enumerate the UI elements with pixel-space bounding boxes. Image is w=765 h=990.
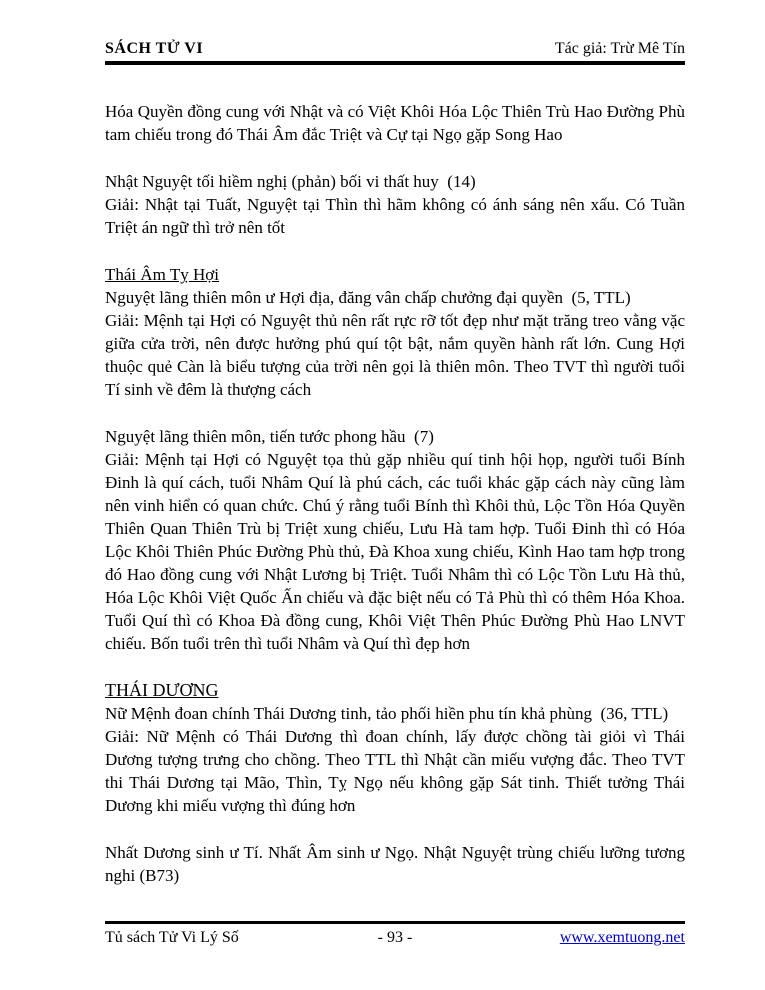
paragraph: Giải: Mệnh tại Hợi có Nguyệt thủ nên rất rực rỡ tốt đẹp như mặt trăng treo vằng vặc giữa cửa trời, nên được hưởng phú quí tột bật, nắm quyền hành rất lớn. Cung Hợi thuộc quẻ Càn là biểu tượng của trời nên gọi là thiên môn. Theo TVT thì người tuổi Tí sinh về đêm là thượng cách (105, 311, 685, 399)
page-number: - 93 - (377, 929, 413, 946)
series-title: Tủ sách Tử Vi Lý Số (105, 929, 239, 946)
paragraph: Nguyệt lãng thiên môn, tiến tước phong hầu (7) (105, 427, 434, 446)
paragraph: Nhật Nguyệt tối hiềm nghị (phản) bối vi thất huy (14) (105, 172, 476, 191)
website-link[interactable]: www.xemtuong.net (559, 929, 685, 946)
page-footer (105, 921, 685, 947)
book-title: SÁCH TỬ VI (105, 40, 204, 57)
paragraph: Nữ Mệnh đoan chính Thái Dương tinh, tảo phối hiền phu tín khả phùng (36, TTL) (105, 704, 669, 723)
paragraph: Giải: Nữ Mệnh có Thái Dương thì đoan chính, lấy được chồng tài giỏi vì Thái Dương tượng trưng cho chồng. Theo TTL thì Nhật cần miếu vượng đắc. Theo TVT thi Thái Dương tại Mão, Thìn, Tỵ Ngọ nếu không gặp Sát tinh. Thiết tưởng Thái Dương khi miếu vượng thì đúng hơn (105, 727, 685, 815)
paragraph: Nhất Dương sinh ư Tí. Nhất Âm sinh ư Ngọ. Nhật Nguyệt trùng chiếu lưỡng tương nghi (B73) (105, 843, 685, 885)
page-body (105, 100, 685, 887)
section-heading-thai-am-ty-hoi: Thái Âm Tỵ Hợi (105, 265, 219, 284)
section-heading-thai-duong: THÁI DƯƠNG (105, 680, 219, 700)
paragraph: Giải: Nhật tại Tuất, Nguyệt tại Thìn thì hãm không có ánh sáng nên xấu. Có Tuần Triệt án ngữ thì trở nên tốt (105, 195, 685, 237)
page-header (105, 40, 685, 65)
paragraph: Nguyệt lãng thiên môn ư Hợi địa, đăng vân chấp chưởng đại quyền (5, TTL) (105, 288, 631, 307)
author-credit: Tác giả: Trừ Mê Tín (554, 40, 685, 57)
paragraph: Giải: Mệnh tại Hợi có Nguyệt tọa thủ gặp nhiều quí tinh hội họp, người tuổi Bính Đinh là quí cách, tuổi Nhâm Quí là phú cách, các tuổi khác gặp cách này cũng làm nên vinh hiển có quan chức. Chú ý rằng tuổi Bính thì Khôi thủ, Lộc Tồn Hóa Quyền Thiên Quan Thiên Trù bị Triệt xung chiếu, Lưu Hà tam hợp. Tuổi Đinh thì có Hóa Lộc Khôi Thiên Phúc Đường Phù thủ, Đà Khoa xung chiếu, Kình Hao tam hợp trong đó Hao đồng cung với Nhật Lương bị Triệt. Tuổi Nhâm thì có Lộc Tồn Lưu Hà thủ, Hóa Lộc Khôi Việt Quốc Ấn chiếu và đặc biệt nếu có Tả Phù thì có thêm Hóa Khoa. Tuổi Quí thì có Khoa Đà đồng cung, Khôi Việt Thên Phúc Đường Phù Hao LNVT chiếu. Bốn tuổi trên thì tuổi Nhâm và Quí thì đẹp hơn (105, 450, 685, 653)
paragraph: Hóa Quyền đồng cung với Nhật và có Việt Khôi Hóa Lộc Thiên Trù Hao Đường Phù tam chiếu trong đó Thái Âm đắc Triệt và Cự tại Ngọ gặp Song Hao (105, 102, 685, 144)
